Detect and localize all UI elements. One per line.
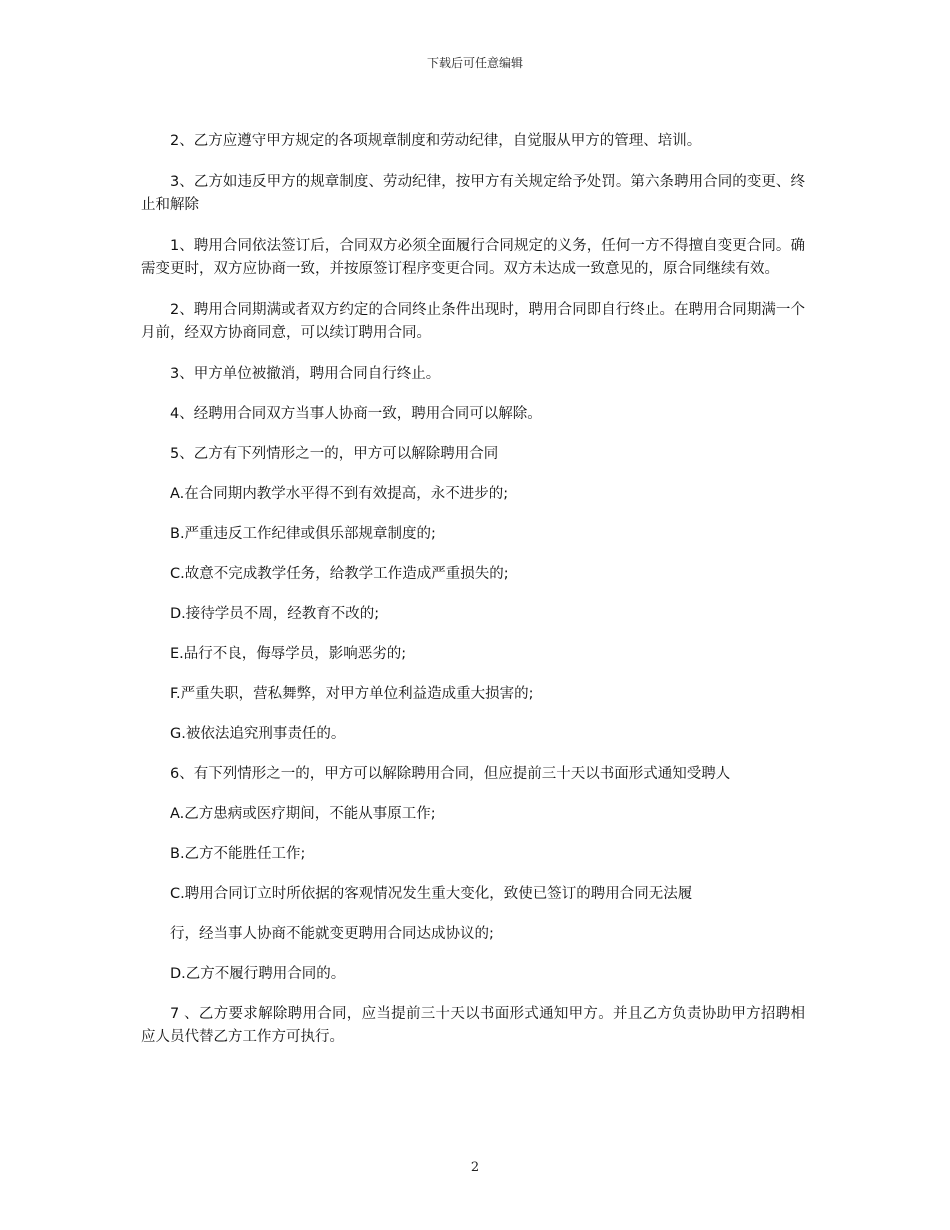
paragraph: 7 、乙方要求解除聘用合同，应当提前三十天以书面形式通知甲方。并且乙方负责协助甲方招聘相应人员代替乙方工作方可执行。 bbox=[141, 1006, 805, 1045]
list-item-continuation: 行，经当事人协商不能就变更聘用合同达成协议的; bbox=[170, 926, 494, 942]
list-item: G.被依法追究刑事责任的。 bbox=[170, 726, 346, 742]
list-item: E.品行不良，侮辱学员，影响恶劣的; bbox=[170, 646, 407, 662]
document-body bbox=[141, 130, 805, 1067]
paragraph: 5、乙方有下列情形之一的，甲方可以解除聘用合同 bbox=[170, 446, 499, 462]
list-item: F.严重失职，营私舞弊，对甲方单位利益造成重大损害的; bbox=[170, 686, 534, 702]
list-item: D.乙方不履行聘用合同的。 bbox=[170, 966, 346, 982]
list-item: D.接待学员不周，经教育不改的; bbox=[170, 606, 380, 622]
paragraph: 6、有下列情形之一的，甲方可以解除聘用合同，但应提前三十天以书面形式通知受聘人 bbox=[170, 766, 731, 782]
page-number: 2 bbox=[470, 1160, 480, 1175]
list-item: A.在合同期内教学水平得不到有效提高，永不进步的; bbox=[170, 486, 509, 502]
paragraph: 3、乙方如违反甲方的规章制度、劳动纪律，按甲方有关规定给予处罚。第六条聘用合同的变更、终止和解除 bbox=[141, 174, 805, 213]
paragraph: 2、乙方应遵守甲方规定的各项规章制度和劳动纪律，自觉服从甲方的管理、培训。 bbox=[170, 133, 702, 149]
page-header: 下载后可任意编辑 bbox=[426, 56, 523, 70]
paragraph: 3、甲方单位被撤消，聘用合同自行终止。 bbox=[170, 366, 441, 382]
list-item: C.故意不完成教学任务，给教学工作造成严重损失的; bbox=[170, 566, 509, 582]
list-item: B.严重违反工作纪律或俱乐部规章制度的; bbox=[170, 526, 436, 542]
paragraph: 1、聘用合同依法签订后，合同双方必须全面履行合同规定的义务，任何一方不得擅自变更合同。确需变更时，双方应协商一致，并按原签订程序变更合同。双方未达成一致意见的，原合同继续有效。 bbox=[141, 238, 805, 277]
paragraph: 2、聘用合同期满或者双方约定的合同终止条件出现时，聘用合同即自行终止。在聘用合同期满一个月前，经双方协商同意，可以续订聘用合同。 bbox=[141, 302, 805, 341]
list-item: C.聘用合同订立时所依据的客观情况发生重大变化，致使已签订的聘用合同无法履 bbox=[170, 886, 693, 902]
list-item: A.乙方患病或医疗期间，不能从事原工作; bbox=[170, 806, 436, 822]
list-item: B.乙方不能胜任工作; bbox=[170, 846, 306, 862]
paragraph: 4、经聘用合同双方当事人协商一致，聘用合同可以解除。 bbox=[170, 406, 542, 422]
